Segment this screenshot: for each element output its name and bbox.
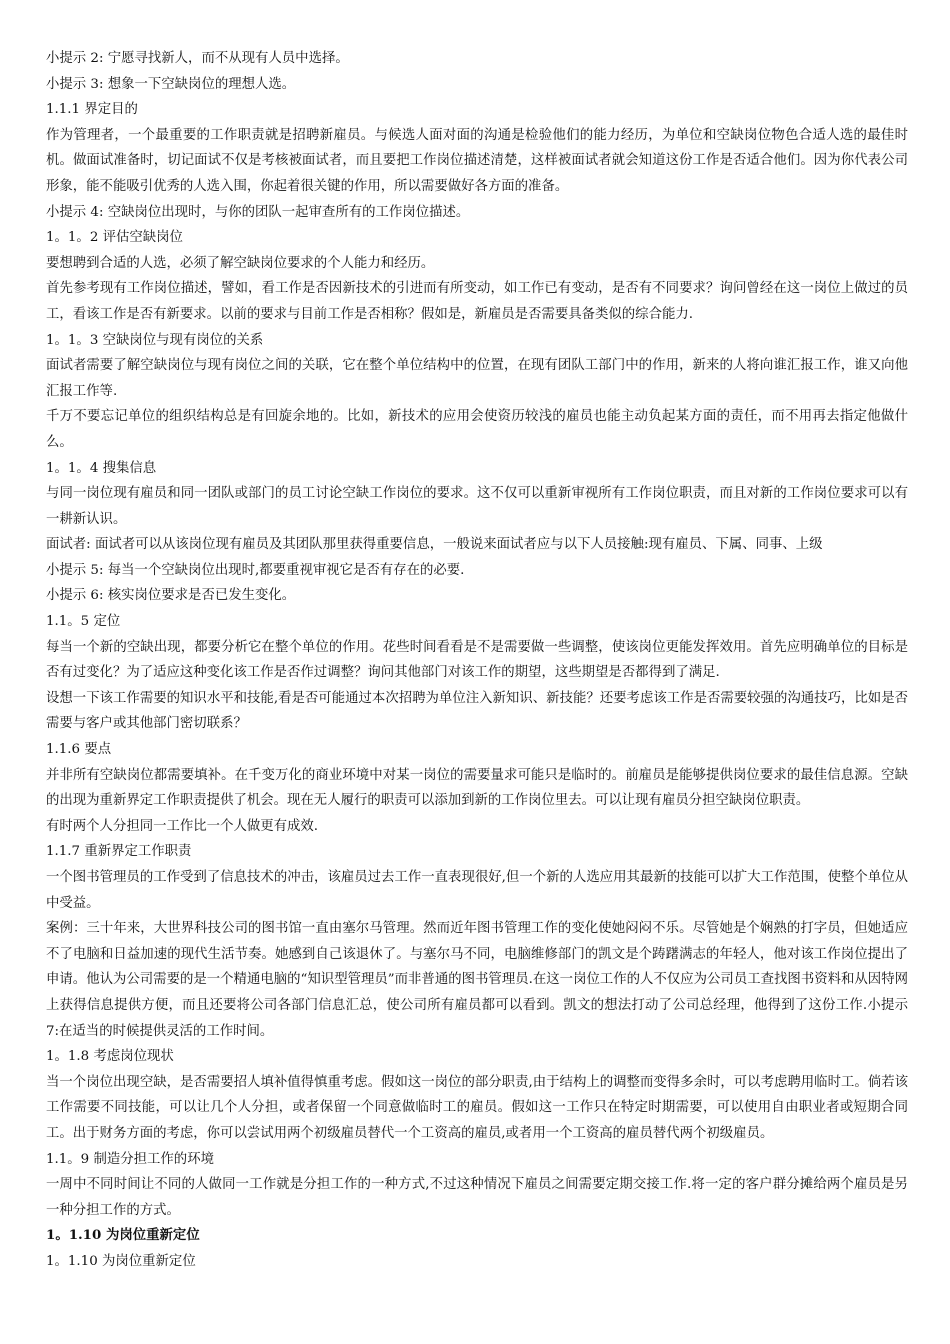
heading-1-1-4: 1。1。4 搜集信息 <box>46 460 157 476</box>
paragraph-evaluate-1: 要想聘到合适的人选，必须了解空缺岗位要求的个人能力和经历。 <box>46 255 435 271</box>
paragraph-share: 一周中不同时间让不同的人做同一工作就是分担工作的一种方式,不过这种情况下雇员之间需要定期交接工作.将一定的客户群分摊给两个雇员是另一种分担工作的方式。 <box>46 1177 908 1218</box>
paragraph-purpose: 作为管理者，一个最重要的工作职责就是招聘新雇员。与候选人面对面的沟通是检验他们的能力经历，为单位和空缺岗位物色合适人选的最佳时机。做面试准备时，切记面试不仅是考核被面试者，而且要把工作岗位描述清楚，这样被面试者就会知道这份工作是否适合他们。因为你代表公司形象，能不能吸引优秀的人选入围，你起着很关键的作用，所以需要做好各方面的准备。 <box>46 127 908 194</box>
paragraph-keypoints-2: 有时两个人分担同一工作比一个人做更有成效. <box>46 818 319 834</box>
heading-1-1-5: 1.1。5 定位 <box>46 614 121 630</box>
paragraph-evaluate-2: 首先参考现有工作岗位描述，譬如，看工作是否因新技术的引进而有所变动，如工作已有变动，是否有不同要求？询问曾经在这一岗位上做过的员工，看该工作是否有新要求。以前的要求与目前工作是否相称？假如是，新雇员是否需要具备类似的综合能力. <box>46 281 908 322</box>
paragraph-position-1: 每当一个新的空缺出现，都要分析它在整个单位的作用。花些时间看看是不是需要做一些调整，使该岗位更能发挥效用。首先应明确单位的目标是否有过变化？为了适应这种变化该工作是否作过调整？询问其他部门对该工作的期望，这些期望是否都得到了满足. <box>46 639 908 681</box>
document-body <box>46 46 908 1275</box>
heading-1-1-6: 1.1.6 要点 <box>46 742 112 758</box>
paragraph-relation-1: 面试者需要了解空缺岗位与现有岗位之间的关联，它在整个单位结构中的位置，在现有团队工部门中的作用，新来的人将向谁汇报工作，谁又向他汇报工作等. <box>46 358 908 399</box>
tip-5: 小提示 5: 每当一个空缺岗位出现时,都要重视审视它是否有存在的必要. <box>46 562 465 578</box>
paragraph-collect-2: 面试者: 面试者可以从该岗位现有雇员及其团队那里获得重要信息，一般说来面试者应与以下人员接触:现有雇员、下属、同事、上级 <box>46 537 823 553</box>
paragraph-collect-1: 与同一岗位现有雇员和同一团队或部门的员工讨论空缺工作岗位的要求。这不仅可以重新审视所有工作岗位职责，而且对新的工作岗位要求可以有一耕新认识。 <box>46 486 908 527</box>
paragraph-status: 当一个岗位出现空缺，是否需要招人填补值得慎重考虑。假如这一岗位的部分职责,由于结构上的调整而变得多余时，可以考虑聘用临时工。倘若该工作需要不同技能，可以让几个人分担，或者保留一个同意做临时工的雇员。假如这一工作只在特定时期需要，可以使用自由职业者或短期合同工。出于财务方面的考虑，你可以尝试用两个初级雇员替代一个工资高的雇员,或者用一个工资高的雇员替代两个初级雇员。 <box>46 1074 908 1141</box>
heading-1-1-9: 1.1。9 制造分担工作的环境 <box>46 1151 214 1167</box>
heading-1-1-3: 1。1。3 空缺岗位与现有岗位的关系 <box>46 332 264 348</box>
paragraph-keypoints-1: 并非所有空缺岗位都需要填补。在千变万化的商业环境中对某一岗位的需要量求可能只是临时的。前雇员是能够提供岗位要求的最佳信息源。空缺的出现为重新界定工作职责提供了机会。现在无人履行的职责可以添加到新的工作岗位里去。可以让现有雇员分担空缺岗位职责。 <box>46 767 908 809</box>
paragraph-position-2: 设想一下该工作需要的知识水平和技能,看是否可能通过本次招聘为单位注入新知识、新技能？还要考虑该工作是否需要较强的沟通技巧，比如是否需要与客户或其他部门密切联系？ <box>46 690 908 732</box>
tip-4: 小提示 4: 空缺岗位出现时，与你的团队一起审查所有的工作岗位描述。 <box>46 204 470 220</box>
paragraph-redefine-1: 一个图书管理员的工作受到了信息技术的冲击，该雇员过去工作一直表现很好,但一个新的人选应用其最新的技能可以扩大工作范围，使整个单位从中受益。 <box>46 870 908 911</box>
paragraph-relation-2: 千万不要忘记单位的组织结构总是有回旋余地的。比如，新技术的应用会使资历较浅的雇员也能主动负起某方面的责任，而不用再去指定他做什么。 <box>46 409 908 450</box>
tip-3: 小提示 3: 想象一下空缺岗位的理想人选。 <box>46 76 296 92</box>
heading-1-1-1: 1.1.1 界定目的 <box>46 102 138 118</box>
tip-6: 小提示 6: 核实岗位要求是否已发生变化。 <box>46 588 296 604</box>
heading-1-1-7: 1.1.7 重新界定工作职责 <box>46 844 192 860</box>
paragraph-case: 案例：三十年来，大世界科技公司的图书馆一直由塞尔马管理。然而近年图书管理工作的变化使她闷闷不乐。尽管她是个娴熟的打字员，但她适应不了电脑和日益加速的现代生活节奏。她感到自己该退休了。与塞尔马不同，电脑维修部门的凯文是个踌躇满志的年轻人，他对该工作岗位提出了申请。他认为公司需要的是一个精通电脑的“知识型管理员”而非普通的图书管理员.在这一岗位工作的人不仅应为公司员工查找图书资料和从因特网上获得信息提供方便，而且还要将公司各部门信息汇总，使公司所有雇员都可以看到。凯文的想法打动了公司总经理，他得到了这份工作.小提示 7:在适当的时候提供灵活的工作时间。 <box>46 921 908 1039</box>
heading-1-1-10: 1。1.10 为岗位重新定位 <box>46 1253 196 1269</box>
heading-1-1-2: 1。1。2 评估空缺岗位 <box>46 230 183 246</box>
tip-2: 小提示 2: 宁愿寻找新人，而不从现有人员中选择。 <box>46 51 349 66</box>
heading-1-1-10-bold: 1。1.10 为岗位重新定位 <box>46 1227 200 1244</box>
heading-1-1-8: 1。1.8 考虑岗位现状 <box>46 1049 174 1065</box>
